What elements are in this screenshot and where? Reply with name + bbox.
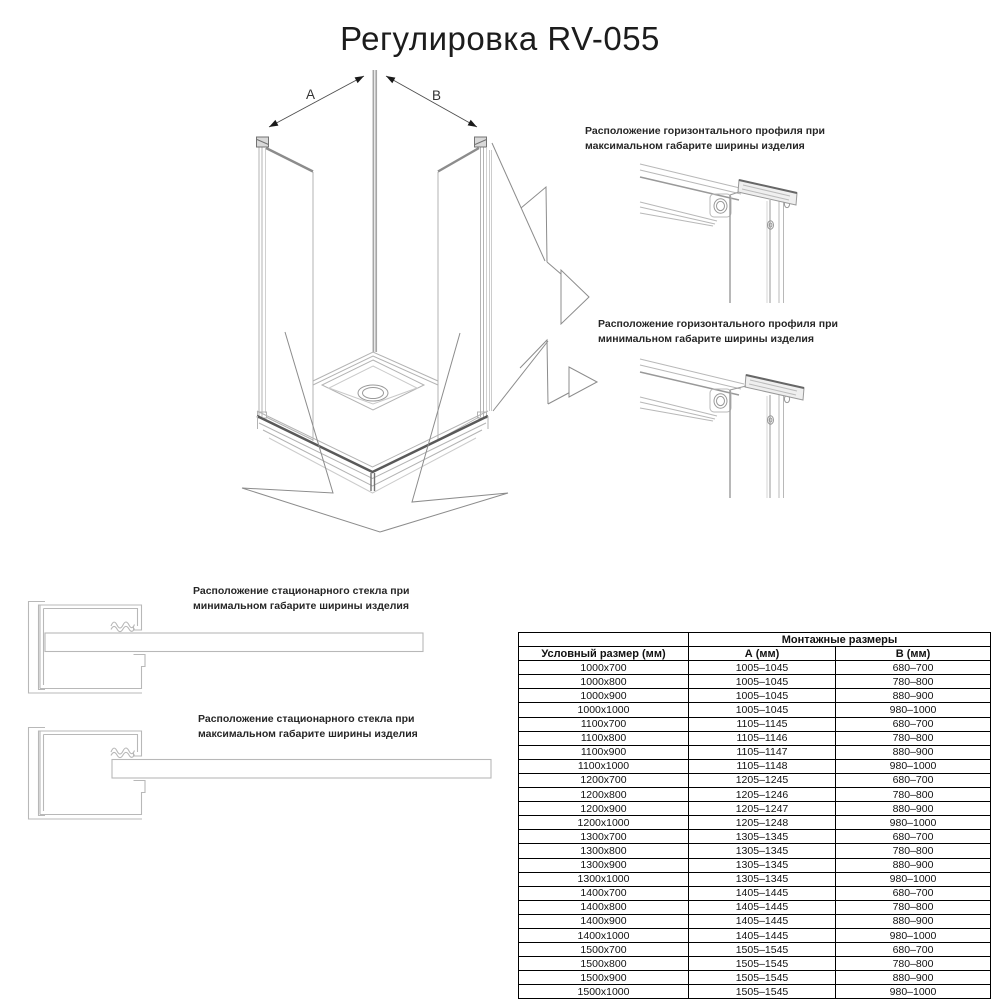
table-cell: 1200x700 — [519, 773, 689, 787]
table-row — [519, 731, 991, 745]
table-cell: 1205–1245 — [689, 773, 836, 787]
size-table-body — [519, 661, 991, 999]
table-cell: 880–900 — [836, 971, 991, 985]
table-cell: 1005–1045 — [689, 689, 836, 703]
table-cell: 680–700 — [836, 943, 991, 957]
callout-horizontal-profile-min — [598, 317, 838, 346]
table-cell: 1505–1545 — [689, 971, 836, 985]
table-cell: 1200x1000 — [519, 816, 689, 830]
table-row — [519, 703, 991, 717]
table-row — [519, 816, 991, 830]
table-row — [519, 985, 991, 999]
callout-arrow-to-detail-max — [492, 143, 589, 324]
table-cell: 1400x1000 — [519, 928, 689, 942]
table-row — [519, 872, 991, 886]
main-assembly-diagram — [230, 60, 610, 540]
table-row — [519, 689, 991, 703]
table-cell: 1405–1445 — [689, 914, 836, 928]
table-cell: 880–900 — [836, 689, 991, 703]
table-cell: 1000x900 — [519, 689, 689, 703]
table-cell: 1400x900 — [519, 914, 689, 928]
dimension-b — [386, 76, 477, 127]
table-row — [519, 900, 991, 914]
table-cell: 1100x900 — [519, 745, 689, 759]
table-cell: 980–1000 — [836, 703, 991, 717]
table-row — [519, 788, 991, 802]
table-cell: 1205–1247 — [689, 802, 836, 816]
callout-line: минимальном габарите ширины изделия — [193, 599, 409, 612]
table-row — [519, 675, 991, 689]
detail-horizontal-profile-max — [640, 160, 865, 310]
callout-line: Расположение горизонтального профиля при — [585, 125, 825, 137]
table-cell: 1305–1345 — [689, 844, 836, 858]
section-stationary-glass-min — [24, 596, 444, 701]
glass-panel-section — [45, 633, 423, 652]
callout-line: Расположение стационарного стекла при — [198, 713, 415, 725]
table-cell: 780–800 — [836, 731, 991, 745]
table-cell: 1500x700 — [519, 943, 689, 957]
dimension-a — [269, 76, 364, 127]
table-cell: 1505–1545 — [689, 943, 836, 957]
right-glass-panel — [438, 137, 492, 441]
table-cell: 1300x1000 — [519, 872, 689, 886]
table-cell: 680–700 — [836, 661, 991, 675]
table-cell: 880–900 — [836, 858, 991, 872]
table-cell: 1200x800 — [519, 788, 689, 802]
table-cell: 1500x1000 — [519, 985, 689, 999]
installation-size-table — [518, 632, 991, 999]
table-row — [519, 886, 991, 900]
callout-line: Расположение горизонтального профиля при — [598, 318, 838, 330]
table-cell: 1400x700 — [519, 886, 689, 900]
table-cell: 1300x700 — [519, 830, 689, 844]
column-header: А (мм) — [689, 647, 836, 661]
table-cell: 1300x800 — [519, 844, 689, 858]
dimension-b-label: B — [432, 88, 442, 103]
table-cell: 780–800 — [836, 844, 991, 858]
table-cell: 1005–1045 — [689, 703, 836, 717]
table-cell: 1505–1545 — [689, 985, 836, 999]
table-row — [519, 928, 991, 942]
table-cell: 1000x700 — [519, 661, 689, 675]
table-cell: 1205–1248 — [689, 816, 836, 830]
table-cell: 1405–1445 — [689, 928, 836, 942]
table-cell: 1005–1045 — [689, 675, 836, 689]
table-cell: 1105–1146 — [689, 731, 836, 745]
column-header: В (мм) — [836, 647, 991, 661]
detail-horizontal-profile-min — [640, 355, 865, 505]
glass-panel-section — [112, 760, 491, 779]
table-row — [519, 661, 991, 675]
table-row — [519, 717, 991, 731]
table-row — [519, 943, 991, 957]
table-row — [519, 802, 991, 816]
table-cell: 1100x700 — [519, 717, 689, 731]
table-row — [519, 957, 991, 971]
table-cell: 1205–1246 — [689, 788, 836, 802]
table-cell: 780–800 — [836, 957, 991, 971]
table-cell: 780–800 — [836, 788, 991, 802]
table-cell: 1100x800 — [519, 731, 689, 745]
section-stationary-glass-max — [24, 722, 494, 827]
table-cell: 1400x800 — [519, 900, 689, 914]
table-group-header-row — [519, 633, 991, 647]
left-glass-panel — [257, 137, 314, 441]
table-cell: 680–700 — [836, 830, 991, 844]
table-cell: 880–900 — [836, 914, 991, 928]
table-cell: 1105–1145 — [689, 717, 836, 731]
callout-line: минимальном габарите ширины изделия — [598, 332, 814, 345]
table-cell: 880–900 — [836, 745, 991, 759]
table-row — [519, 773, 991, 787]
table-row — [519, 759, 991, 773]
table-row — [519, 971, 991, 985]
table-cell: 1500x900 — [519, 971, 689, 985]
table-row — [519, 858, 991, 872]
table-cell: 1105–1147 — [689, 745, 836, 759]
table-cell: 1405–1445 — [689, 886, 836, 900]
table-cell: 1305–1345 — [689, 872, 836, 886]
callout-line: максимальном габарите ширины изделия — [585, 139, 805, 152]
table-row — [519, 830, 991, 844]
table-cell: 1000x800 — [519, 675, 689, 689]
table-cell: 1100x1000 — [519, 759, 689, 773]
table-cell: 1305–1345 — [689, 830, 836, 844]
table-cell: 980–1000 — [836, 985, 991, 999]
table-cell: 1005–1045 — [689, 661, 836, 675]
page-title: Регулировка RV-055 — [340, 20, 660, 57]
table-row — [519, 844, 991, 858]
callout-horizontal-profile-max — [585, 124, 825, 153]
table-cell: 980–1000 — [836, 759, 991, 773]
table-cell: 680–700 — [836, 886, 991, 900]
table-row — [519, 914, 991, 928]
table-row — [519, 745, 991, 759]
table-header-row — [519, 647, 991, 661]
table-cell: 680–700 — [836, 717, 991, 731]
table-cell: 1505–1545 — [689, 957, 836, 971]
table-cell: 680–700 — [836, 773, 991, 787]
corner-post — [373, 70, 376, 352]
callout-arrow-to-detail-min — [493, 340, 597, 411]
table-cell: 1000x1000 — [519, 703, 689, 717]
dimension-a-label: A — [306, 87, 316, 102]
table-cell: 1300x900 — [519, 858, 689, 872]
table-cell: 1405–1445 — [689, 900, 836, 914]
table-cell: 1105–1148 — [689, 759, 836, 773]
blank-header-cell — [519, 633, 689, 647]
table-cell: 980–1000 — [836, 872, 991, 886]
callout-line: максимальном габарите ширины изделия — [198, 727, 418, 740]
shower-tray — [257, 352, 488, 493]
table-cell: 1200x900 — [519, 802, 689, 816]
table-cell: 880–900 — [836, 802, 991, 816]
group-header-cell: Монтажные размеры — [689, 633, 991, 647]
table-cell: 780–800 — [836, 675, 991, 689]
table-cell: 1305–1345 — [689, 858, 836, 872]
table-cell: 1500x800 — [519, 957, 689, 971]
table-cell: 780–800 — [836, 900, 991, 914]
callout-line: Расположение стационарного стекла при — [193, 585, 410, 597]
table-cell: 980–1000 — [836, 928, 991, 942]
table-cell: 980–1000 — [836, 816, 991, 830]
column-header: Условный размер (мм) — [519, 647, 689, 661]
profile-end-cap — [730, 180, 797, 205]
